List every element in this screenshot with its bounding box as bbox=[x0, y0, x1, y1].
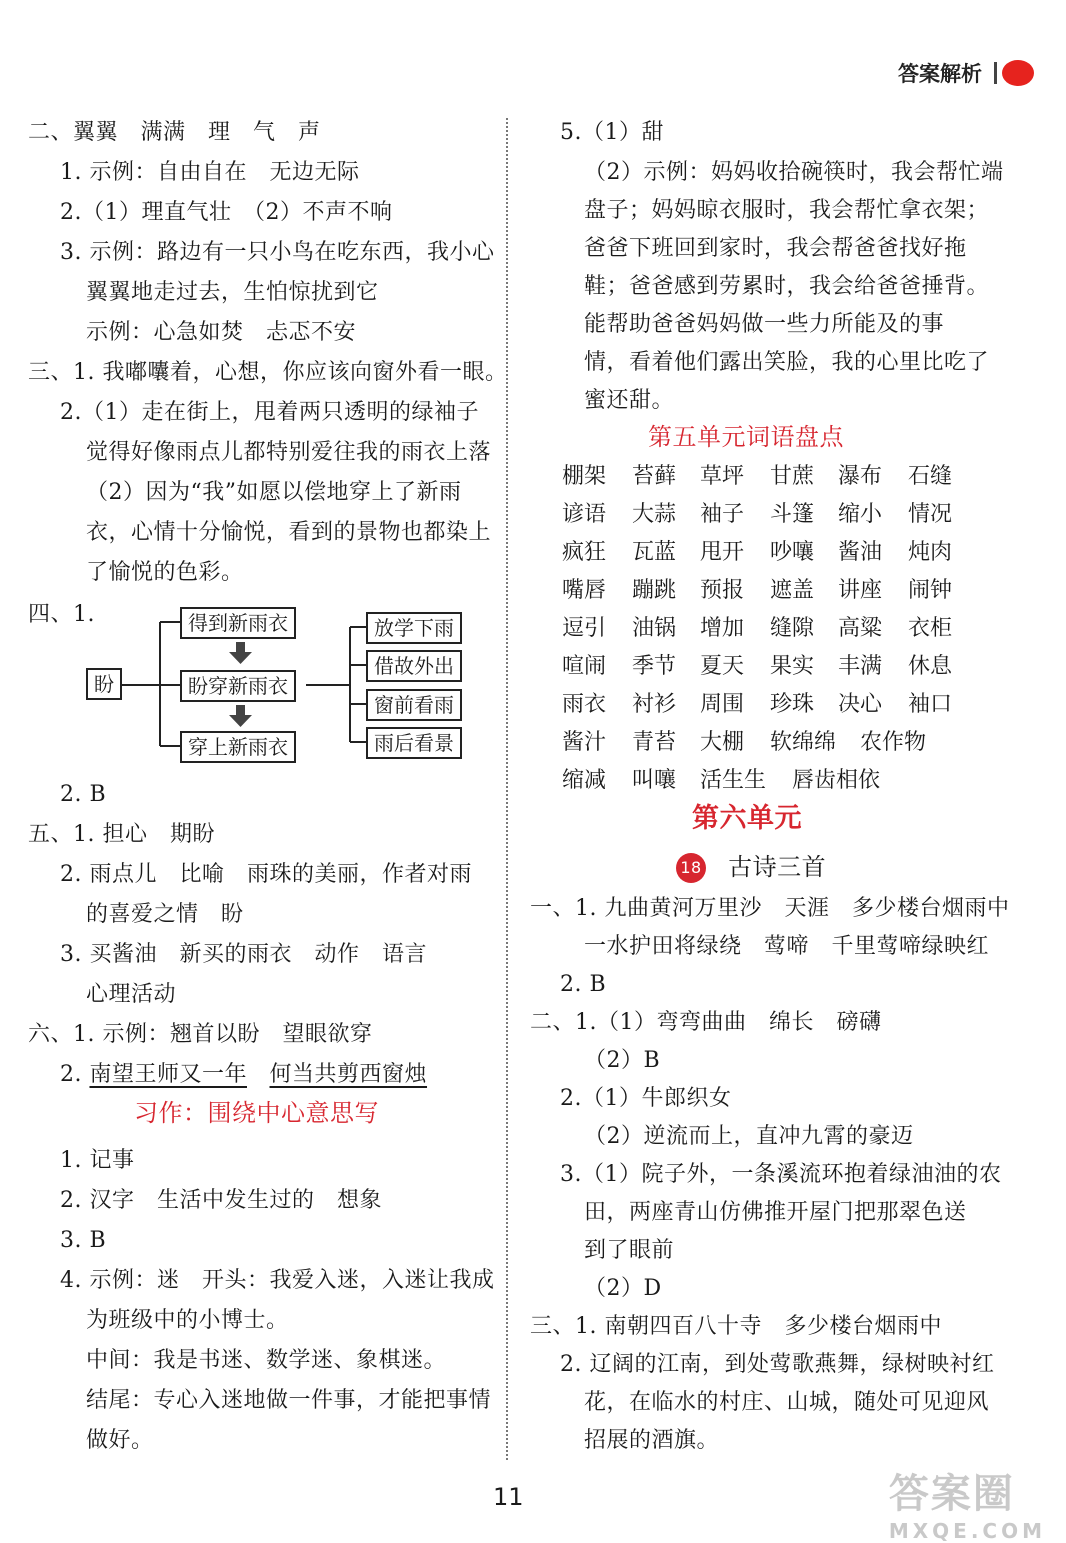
word-item: 斗篷 bbox=[770, 502, 815, 527]
watermark-logo: 答案圈 MXQE.COM bbox=[888, 1471, 1046, 1543]
word-item: 苔藓 bbox=[632, 464, 677, 489]
column-divider bbox=[506, 118, 508, 1460]
word-item: 软绵绵 bbox=[770, 730, 837, 755]
word-item: 缩小 bbox=[838, 502, 883, 527]
word-item: 棚架 bbox=[562, 464, 607, 489]
word-item: 缝隙 bbox=[770, 616, 815, 641]
word-item: 袖口 bbox=[908, 692, 953, 717]
left-line: 1. 示例：自由自在 无边无际 bbox=[60, 160, 360, 185]
unit-heading: 第六单元 bbox=[692, 803, 802, 834]
left-line: 2. B bbox=[60, 782, 107, 807]
word-item: 丰满 bbox=[838, 654, 883, 679]
right-line: （2）示例：妈妈收拾碗筷时，我会帮忙端 bbox=[584, 160, 1004, 185]
left-line: 3. 买酱油 新买的雨衣 动作 语言 bbox=[60, 942, 427, 967]
right-line: 田，两座青山仿佛推开屋门把那翠色送 bbox=[584, 1200, 967, 1225]
left-line: 翼翼地走过去，生怕惊扰到它 bbox=[86, 280, 379, 305]
left-line: 三、1. 我嘟囔着，心想，你应该向窗外看一眼。 bbox=[28, 360, 508, 385]
word-item: 大棚 bbox=[700, 730, 745, 755]
word-item: 活生生 bbox=[700, 768, 767, 793]
diagram-right-box: 雨后看景 bbox=[366, 727, 462, 759]
word-item: 草坪 bbox=[700, 464, 745, 489]
right-line: 2. B bbox=[560, 972, 607, 997]
word-item: 衬衫 bbox=[632, 692, 677, 717]
left-line: 六、1. 示例：翘首以盼 望眼欲穿 bbox=[28, 1022, 373, 1047]
underlined-answer: 何当共剪西窗烛 bbox=[269, 1062, 428, 1087]
word-item: 谚语 bbox=[562, 502, 607, 527]
left-line: 做好。 bbox=[86, 1428, 154, 1453]
word-item: 增加 bbox=[700, 616, 745, 641]
word-item: 甘蔗 bbox=[770, 464, 815, 489]
left-line: 2.（1）理直气壮 （2）不声不响 bbox=[60, 200, 393, 225]
left-line: 3. B bbox=[60, 1228, 107, 1253]
word-item: 缩减 bbox=[562, 768, 607, 793]
right-line: 花，在临水的村庄、山城，随处可见迎风 bbox=[584, 1390, 990, 1415]
diagram-right-box: 窗前看雨 bbox=[366, 689, 462, 721]
left-line: 2. 汉字 生活中发生过的 想象 bbox=[60, 1188, 382, 1213]
right-line: 能帮助爸爸妈妈做一些力所能及的事 bbox=[584, 312, 945, 337]
word-item: 甩开 bbox=[700, 540, 745, 565]
left-line: 的喜爱之情 盼 bbox=[86, 902, 244, 927]
word-item: 决心 bbox=[838, 692, 883, 717]
left-line: 五、1. 担心 期盼 bbox=[28, 822, 215, 847]
word-item: 疯狂 bbox=[562, 540, 607, 565]
left-line: 心理活动 bbox=[86, 982, 177, 1007]
left-line-prefix: 2. bbox=[60, 1062, 90, 1087]
word-item: 叫嚷 bbox=[632, 768, 677, 793]
left-line: （2）因为“我”如愿以偿地穿上了新雨 bbox=[86, 480, 462, 505]
right-line: 爸爸下班回到家时，我会帮爸爸找好拖 bbox=[584, 236, 967, 261]
right-line: 3.（1）院子外，一条溪流环抱着绿油油的农 bbox=[560, 1162, 1002, 1187]
left-line: 为班级中的小博士。 bbox=[86, 1308, 289, 1333]
right-line: 一、1. 九曲黄河万里沙 天涯 多少楼台烟雨中 bbox=[530, 896, 1010, 921]
left-line bbox=[60, 1060, 427, 1090]
word-item: 油锅 bbox=[632, 616, 677, 641]
right-line: 鞋；爸爸感到劳累时，我会给爸爸捶背。 bbox=[584, 274, 990, 299]
diagram-mid-box: 穿上新雨衣 bbox=[180, 731, 296, 763]
word-item: 大蒜 bbox=[632, 502, 677, 527]
diagram-mid-box: 盼穿新雨衣 bbox=[180, 670, 296, 702]
word-item: 高粱 bbox=[838, 616, 883, 641]
diagram-mid-box: 得到新雨衣 bbox=[180, 607, 296, 639]
right-line: 到了眼前 bbox=[584, 1238, 675, 1263]
header-title: 答案解析 bbox=[898, 62, 982, 86]
word-item: 果实 bbox=[770, 654, 815, 679]
page-number: 11 bbox=[493, 1483, 524, 1511]
right-line: 盘子；妈妈晾衣服时，我会帮忙拿衣架； bbox=[584, 198, 990, 223]
word-item: 预报 bbox=[700, 578, 745, 603]
word-item: 休息 bbox=[908, 654, 953, 679]
word-item: 瀑布 bbox=[838, 464, 883, 489]
word-item: 蹦跳 bbox=[632, 578, 677, 603]
left-line: 2.（1）走在街上，甩着两只透明的绿袖子 bbox=[60, 400, 479, 425]
right-line: （2）B bbox=[584, 1048, 661, 1073]
left-line: 4. 示例：迷 开头：我爱入迷，入迷让我成 bbox=[60, 1268, 495, 1293]
word-item: 珍珠 bbox=[770, 692, 815, 717]
lesson-heading bbox=[676, 852, 826, 883]
word-item: 吵嚷 bbox=[770, 540, 815, 565]
word-item: 衣柜 bbox=[908, 616, 953, 641]
word-item: 雨衣 bbox=[562, 692, 607, 717]
left-line: 3. 示例：路边有一只小鸟在吃东西，我小心 bbox=[60, 240, 495, 265]
right-line: 三、1. 南朝四百八十寺 多少楼台烟雨中 bbox=[530, 1314, 942, 1339]
diagram-right-box: 放学下雨 bbox=[366, 612, 462, 644]
underlined-answer: 南望王师又一年 bbox=[89, 1062, 247, 1087]
left-line: 结尾：专心入迷地做一件事，才能把事情 bbox=[86, 1388, 492, 1413]
word-item: 唇齿相依 bbox=[792, 768, 881, 793]
word-item: 喧闹 bbox=[562, 654, 607, 679]
word-item: 逗引 bbox=[562, 616, 607, 641]
left-line: 觉得好像雨点儿都特别爱往我的雨衣上落 bbox=[86, 440, 492, 465]
diagram-right-box: 借故外出 bbox=[366, 650, 462, 682]
word-item: 闹钟 bbox=[908, 578, 953, 603]
right-line: 2.（1）牛郎织女 bbox=[560, 1086, 732, 1111]
section-heading-writing: 习作：围绕中心意思写 bbox=[134, 1099, 379, 1127]
lesson-title: 古诗三首 bbox=[728, 853, 827, 881]
word-item: 石缝 bbox=[908, 464, 953, 489]
word-item: 情况 bbox=[908, 502, 953, 527]
word-item: 袖子 bbox=[700, 502, 745, 527]
left-line: 1. 记事 bbox=[60, 1148, 135, 1173]
header-separator bbox=[994, 62, 997, 84]
word-item: 周围 bbox=[700, 692, 745, 717]
word-item: 嘴唇 bbox=[562, 578, 607, 603]
right-line: （2）D bbox=[584, 1276, 662, 1301]
right-line: 蜜还甜。 bbox=[584, 388, 675, 413]
word-item: 夏天 bbox=[700, 654, 745, 679]
word-item: 炖肉 bbox=[908, 540, 953, 565]
right-line: 5.（1）甜 bbox=[560, 120, 664, 145]
right-line: （2）逆流而上，直冲九霄的豪迈 bbox=[584, 1124, 914, 1149]
word-item: 讲座 bbox=[838, 578, 883, 603]
left-line: 中间：我是书迷、数学迷、象棋迷。 bbox=[86, 1348, 447, 1373]
section-heading-unit5-words: 第五单元词语盘点 bbox=[648, 423, 844, 451]
left-line: 四、1. bbox=[28, 602, 95, 627]
right-line: 二、1.（1）弯弯曲曲 绵长 磅礴 bbox=[530, 1010, 882, 1035]
right-line: 2. 辽阔的江南，到处莺歌燕舞，绿树映衬红 bbox=[560, 1352, 995, 1377]
left-line: 二、翼翼 满满 理 气 声 bbox=[28, 120, 321, 145]
word-item: 酱油 bbox=[838, 540, 883, 565]
right-line: 情，看着他们露出笑脸，我的心里比吃了 bbox=[584, 350, 990, 375]
lesson-number-badge: 18 bbox=[676, 853, 706, 883]
left-line: 示例：心急如焚 忐忑不安 bbox=[86, 320, 357, 345]
right-line: 一水护田将绿绕 莺啼 千里莺啼绿映红 bbox=[584, 934, 990, 959]
word-item: 农作物 bbox=[860, 730, 927, 755]
word-item: 季节 bbox=[632, 654, 677, 679]
word-item: 青苔 bbox=[632, 730, 677, 755]
header-logo-icon bbox=[1002, 60, 1034, 86]
word-item: 酱汁 bbox=[562, 730, 607, 755]
word-item: 瓦蓝 bbox=[632, 540, 677, 565]
word-item: 遮盖 bbox=[770, 578, 815, 603]
left-line: 衣，心情十分愉悦，看到的景物也都染上 bbox=[86, 520, 492, 545]
diagram-root: 盼 bbox=[86, 668, 122, 700]
right-line: 招展的酒旗。 bbox=[584, 1428, 720, 1453]
left-line: 2. 雨点儿 比喻 雨珠的美丽，作者对雨 bbox=[60, 862, 472, 887]
left-line: 了愉悦的色彩。 bbox=[86, 560, 244, 585]
